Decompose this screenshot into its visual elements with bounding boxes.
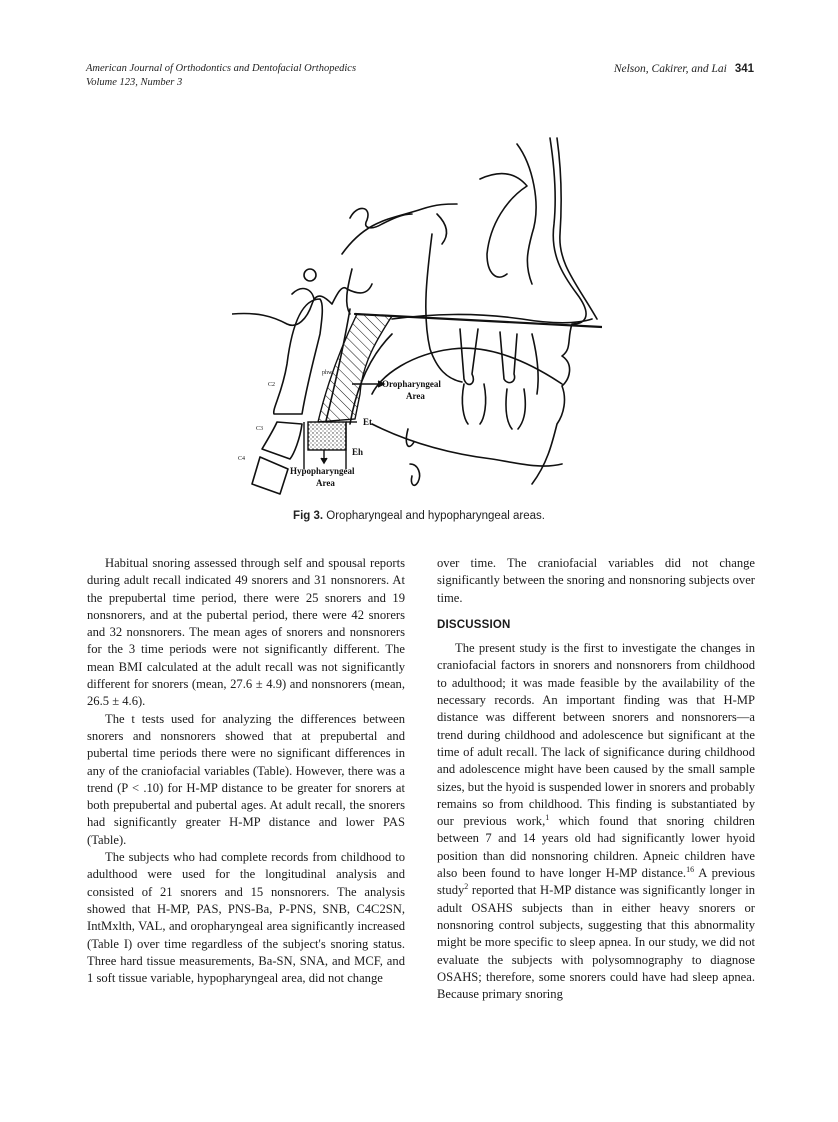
cephalometric-tracing-illustration <box>232 124 602 500</box>
figure-caption <box>0 510 838 522</box>
label-c2: C2 <box>268 382 276 388</box>
journal-title: American Journal of Orthodontics and Dentofacial Orthopedics <box>86 63 357 74</box>
label-oropharyngeal-area: Area <box>406 391 425 401</box>
label-eh: Eh <box>352 447 364 457</box>
label-c3: C3 <box>256 426 264 432</box>
page-number: 341 <box>734 63 754 75</box>
label-phw: phw <box>322 370 333 376</box>
discussion-text-part2: which found that snoring children between 7 and 14 years old had significantly lower hyoid position than did nonsnoring children. Apneic children have also been found to have longer H-MP distance. <box>437 814 755 881</box>
label-oropharyngeal: Oropharyngeal <box>382 379 441 389</box>
citation-ref-2[interactable]: 2 <box>464 882 469 892</box>
authors: Nelson, Cakirer, and Lai <box>613 63 727 75</box>
citation-ref-16[interactable]: 16 <box>686 864 695 874</box>
paragraph-continuation: over time. The craniofacial variables did not change significantly between the snoring and nonsnoring subjects over time. <box>437 556 755 605</box>
figure-cephalometric-tracing <box>232 124 602 500</box>
paragraph-discussion-1 <box>437 640 755 1003</box>
figure-caption-text: Oropharyngeal and hypopharyngeal areas. <box>326 510 545 522</box>
paragraph-results-3: The subjects who had complete records from childhood to adulthood were used for the longitudinal analysis and consisted of 21 snorers and 15 nonsnorers. The analysis showed that H-MP, PAS, PNS-Ba, P-PNS, SNB, C4C2SN, IntMxlth, VAL, and oropharyngeal area significantly increased (Table I) over time regardless of the subject's snoring status. Three hard tissue measurements, Ba-SN, SNA, and MCF, and 1 soft tissue variable, hypopharyngeal area, did not change <box>87 850 405 986</box>
citation-ref-1[interactable]: 1 <box>545 812 550 822</box>
left-column <box>87 555 405 987</box>
discussion-text-part3: A previous study <box>437 866 755 898</box>
label-hypopharyngeal-area: Area <box>316 478 335 488</box>
discussion-text-part1: The present study is the first to investigate the changes in craniofacial factors in snorers and nonsnorers from childhood to adulthood; it was made feasible by the availability of the necessary records. An important finding was that H-MP distance was different between snorers and nonsnorers—a trend during childhood and adolescence but significant at the time of adult recall. The lack of significance during childhood and adolescence might have been caused by the small sample sizes, but the hyoid is suspended lower in snorers and probably remains so from childhood. This finding is substantiated by our previous work, <box>437 641 755 829</box>
label-et: Et <box>363 417 372 427</box>
author-page-info <box>614 62 754 76</box>
discussion-text-part4: reported that H-MP distance was significantly longer in adult OSAHS subjects than in either heavy snorers or nonsnoring control subjects, suggesting that this abnormality might be more specific to sleep apnea. In our study, we did not evaluate the subjects with polysomnography to diagnose OSAHS; therefore, some snorers could have had sleep apnea. Because primary snoring <box>437 883 755 1002</box>
right-column <box>437 555 755 1003</box>
paragraph-results-1: Habitual snoring assessed through self and spousal reports during adult recall indicated 49 snorers and 31 nonsnorers. At the prepubertal time period, there were 25 snorers and 19 nonsnorers, and at the pubertal period, there were 42 snorers and 32 nonsnorers. The mean ages of snorers and nonsnorers for the 3 time periods were not significantly different. The mean BMI calculated at the adult recall was not significantly different for snorers (mean, 27.6 ± 4.9) and nonsnorers (mean, 26.5 ± 4.6). <box>87 556 405 709</box>
label-hypopharyngeal: Hypopharyngeal <box>290 466 355 476</box>
section-heading-discussion: DISCUSSION <box>437 618 511 631</box>
label-c4: C4 <box>238 456 246 462</box>
journal-info <box>86 62 356 90</box>
journal-volume: Volume 123, Number 3 <box>86 77 183 88</box>
figure-caption-label: Fig 3. <box>293 510 324 522</box>
paragraph-results-2: The t tests used for analyzing the differences between snorers and nonsnorers showed that at prepubertal and pubertal time periods there were no significant differences in any of the craniofacial variables (Table). However, there was a trend (P < .10) for H-MP distance to be greater for snorers at both prepubertal and pubertal ages. At adult recall, the snorers had significantly greater H-MP distance and lower PAS (Table). <box>87 711 405 847</box>
